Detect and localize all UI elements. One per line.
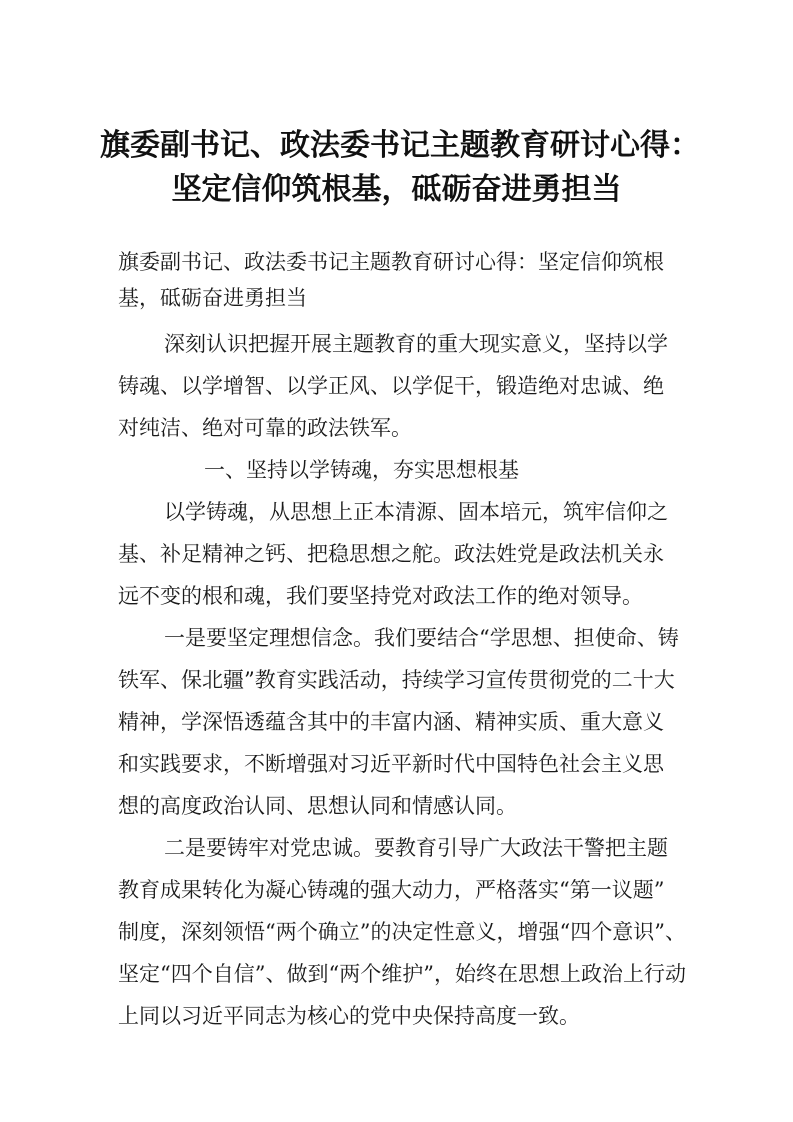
body-line: 基、补足精神之钙、把稳思想之舵。政法姓党是政法机关永 [118, 542, 664, 566]
document-body [118, 244, 686, 1028]
body-line: 坚定“四个自信”、做到“两个维护”，始终在思想上政治上行动 [118, 962, 686, 986]
body-line: 深刻认识把握开展主题教育的重大现实意义，坚持以学 [164, 332, 668, 356]
body-line: 基，砥砺奋进勇担当 [118, 286, 307, 310]
body-line: 制度，深刻领悟“两个确立”的决定性意义，增强“四个意识”、 [118, 920, 686, 944]
body-line: 一是要坚定理想信念。我们要结合“学思想、担使命、铸 [164, 626, 679, 650]
body-line: 对纯洁、绝对可靠的政法铁军。 [118, 416, 412, 440]
body-line: 远不变的根和魂，我们要坚持党对政法工作的绝对领导。 [118, 584, 643, 608]
body-line: 铸魂、以学增智、以学正风、以学促干，锻造绝对忠诚、绝 [118, 374, 664, 398]
section-heading: 一、坚持以学铸魂，夯实思想根基 [204, 458, 519, 482]
document-title-line-1: 旗委副书记、政法委书记主题教育研讨心得： [100, 128, 700, 163]
body-line: 精神，学深悟透蕴含其中的丰富内涵、精神实质、重大意义 [118, 710, 664, 734]
body-line: 教育成果转化为凝心铸魂的强大动力，严格落实“第一议题” [118, 878, 665, 902]
body-line: 和实践要求，不断增强对习近平新时代中国特色社会主义思 [118, 752, 664, 776]
body-line: 上同以习近平同志为核心的党中央保持高度一致。 [118, 1004, 580, 1028]
body-line: 想的高度政治认同、思想认同和情感认同。 [118, 794, 517, 818]
body-line: 二是要铸牢对党忠诚。要教育引导广大政法干警把主题 [164, 836, 668, 860]
body-line: 铁军、保北疆”教育实践活动，持续学习宣传贯彻党的二十大 [118, 668, 675, 692]
body-line: 以学铸魂，从思想上正本清源、固本培元，筑牢信仰之 [164, 500, 668, 524]
document-title-line-2: 坚定信仰筑根基，砥砺奋进勇担当 [171, 172, 622, 207]
body-line: 旗委副书记、政法委书记主题教育研讨心得：坚定信仰筑根 [118, 250, 664, 274]
